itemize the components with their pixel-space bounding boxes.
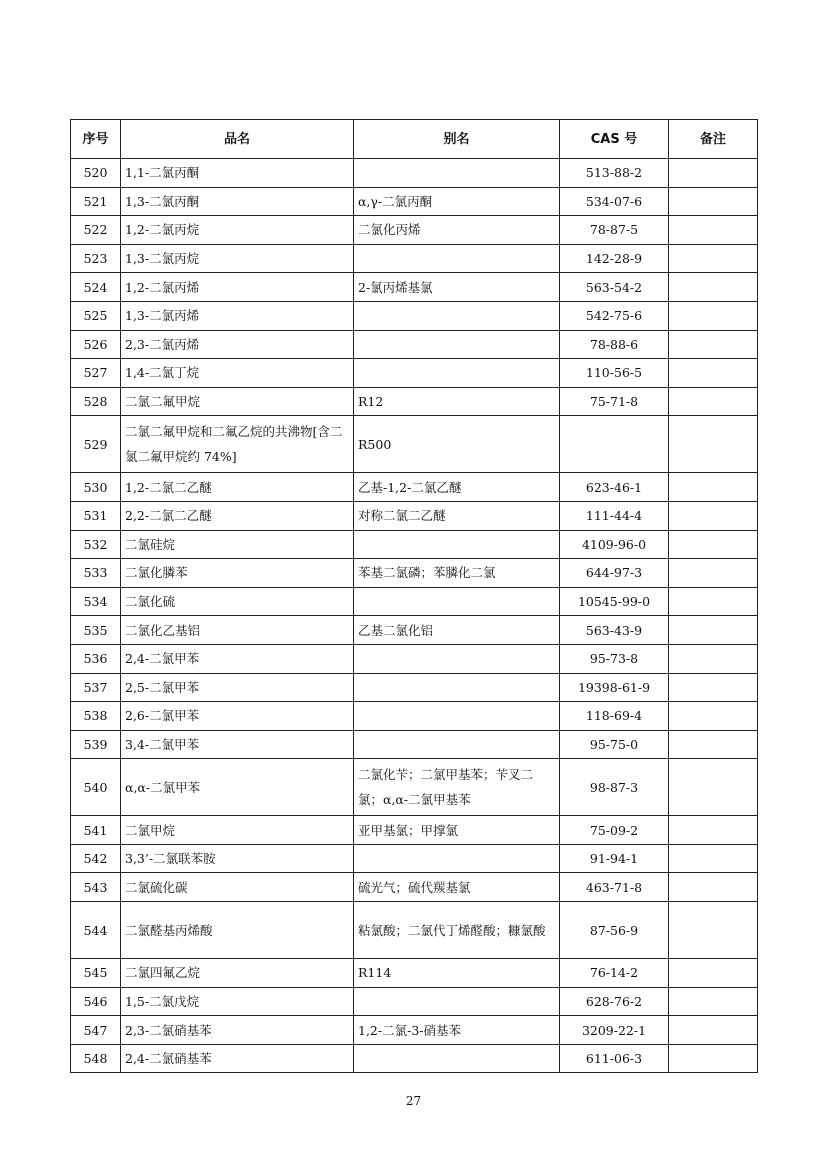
cell-seq: 521	[71, 187, 121, 216]
cell-note	[669, 702, 758, 731]
cell-alias: R114	[354, 959, 560, 988]
cell-cas: 75-71-8	[560, 387, 669, 416]
cell-cas: 19398-61-9	[560, 673, 669, 702]
cell-seq: 522	[71, 216, 121, 245]
cell-alias	[354, 587, 560, 616]
cell-note	[669, 902, 758, 959]
table-row	[71, 387, 758, 416]
cell-note	[669, 959, 758, 988]
cell-note	[669, 1044, 758, 1073]
cell-seq: 544	[71, 902, 121, 959]
cell-alias: 苯基二氯磷；苯膦化二氯	[354, 559, 560, 588]
header-note: 备注	[669, 120, 758, 159]
cell-name: 二氯硫化碳	[121, 873, 354, 902]
cell-cas: 95-73-8	[560, 644, 669, 673]
cell-note	[669, 816, 758, 845]
cell-name: 1,2-二氯丙烷	[121, 216, 354, 245]
cell-alias: 2-氯丙烯基氯	[354, 273, 560, 302]
cell-alias: 二氯化苄；二氯甲基苯；苄叉二氯；α,α-二氯甲基苯	[354, 759, 560, 816]
cell-cas: 118-69-4	[560, 702, 669, 731]
cell-alias	[354, 1044, 560, 1073]
table-row	[71, 844, 758, 873]
cell-note	[669, 559, 758, 588]
table-row	[71, 359, 758, 388]
cell-note	[669, 359, 758, 388]
table-row	[71, 644, 758, 673]
cell-note	[669, 244, 758, 273]
table-row	[71, 244, 758, 273]
cell-note	[669, 987, 758, 1016]
cell-seq: 535	[71, 616, 121, 645]
table-row	[71, 673, 758, 702]
cell-alias: R500	[354, 416, 560, 473]
cell-cas: 91-94-1	[560, 844, 669, 873]
table-row	[71, 301, 758, 330]
cell-cas: 628-76-2	[560, 987, 669, 1016]
cell-cas: 4109-96-0	[560, 530, 669, 559]
table-row	[71, 902, 758, 959]
cell-seq: 540	[71, 759, 121, 816]
cell-cas: 78-88-6	[560, 330, 669, 359]
cell-note	[669, 759, 758, 816]
cell-cas: 3209-22-1	[560, 1016, 669, 1045]
cell-cas: 534-07-6	[560, 187, 669, 216]
cell-cas: 563-54-2	[560, 273, 669, 302]
cell-name: 1,3-二氯丙烷	[121, 244, 354, 273]
cell-note	[669, 273, 758, 302]
cell-alias: 1,2-二氯-3-硝基苯	[354, 1016, 560, 1045]
cell-alias: R12	[354, 387, 560, 416]
cell-alias: 乙基二氯化铝	[354, 616, 560, 645]
cell-cas: 87-56-9	[560, 902, 669, 959]
table-row	[71, 1044, 758, 1073]
cell-cas: 513-88-2	[560, 159, 669, 188]
cell-alias	[354, 301, 560, 330]
cell-cas: 611-06-3	[560, 1044, 669, 1073]
cell-seq: 526	[71, 330, 121, 359]
cell-name: 1,3-二氯丙烯	[121, 301, 354, 330]
cell-name: 1,2-二氯丙烯	[121, 273, 354, 302]
cell-seq: 527	[71, 359, 121, 388]
table-row	[71, 987, 758, 1016]
table-row	[71, 1016, 758, 1045]
table-row	[71, 616, 758, 645]
header-alias: 别名	[354, 120, 560, 159]
cell-alias	[354, 644, 560, 673]
cell-name: 1,2-二氯二乙醚	[121, 473, 354, 502]
cell-seq: 541	[71, 816, 121, 845]
cell-name: 二氯化硫	[121, 587, 354, 616]
cell-name: 二氯醛基丙烯酸	[121, 902, 354, 959]
cell-name: 二氯硅烷	[121, 530, 354, 559]
cell-name: 3,4-二氯甲苯	[121, 730, 354, 759]
cell-note	[669, 844, 758, 873]
table-row	[71, 416, 758, 473]
table-row	[71, 501, 758, 530]
cell-seq: 537	[71, 673, 121, 702]
cell-seq: 528	[71, 387, 121, 416]
cell-name: 2,2-二氯二乙醚	[121, 501, 354, 530]
cell-alias: 乙基-1,2-二氯乙醚	[354, 473, 560, 502]
cell-cas: 563-43-9	[560, 616, 669, 645]
cell-seq: 520	[71, 159, 121, 188]
table-row	[71, 873, 758, 902]
cell-note	[669, 730, 758, 759]
cell-note	[669, 530, 758, 559]
cell-cas: 542-75-6	[560, 301, 669, 330]
cell-name: 2,3-二氯丙烯	[121, 330, 354, 359]
cell-alias: 亚甲基氯；甲撑氯	[354, 816, 560, 845]
cell-note	[669, 187, 758, 216]
cell-seq: 546	[71, 987, 121, 1016]
cell-note	[669, 159, 758, 188]
cell-note	[669, 216, 758, 245]
cell-note	[669, 673, 758, 702]
cell-alias	[354, 244, 560, 273]
cell-seq: 542	[71, 844, 121, 873]
cell-note	[669, 501, 758, 530]
cell-alias: 二氯化丙烯	[354, 216, 560, 245]
cell-alias: α,γ-二氯丙酮	[354, 187, 560, 216]
cell-name: 1,1-二氯丙酮	[121, 159, 354, 188]
table-row	[71, 273, 758, 302]
header-cas: CAS 号	[560, 120, 669, 159]
cell-alias	[354, 702, 560, 731]
cell-seq: 543	[71, 873, 121, 902]
table-row	[71, 473, 758, 502]
table-row	[71, 159, 758, 188]
cell-name: 二氯四氟乙烷	[121, 959, 354, 988]
cell-name: 2,3-二氯硝基苯	[121, 1016, 354, 1045]
cell-note	[669, 416, 758, 473]
cell-note	[669, 873, 758, 902]
cell-alias: 硫光气；硫代羰基氯	[354, 873, 560, 902]
cell-cas: 76-14-2	[560, 959, 669, 988]
cell-name: 1,4-二氯丁烷	[121, 359, 354, 388]
cell-name: 2,4-二氯硝基苯	[121, 1044, 354, 1073]
cell-note	[669, 473, 758, 502]
table-row	[71, 730, 758, 759]
cell-name: 3,3’-二氯联苯胺	[121, 844, 354, 873]
cell-alias	[354, 359, 560, 388]
cell-note	[669, 387, 758, 416]
cell-name: 1,5-二氯戊烷	[121, 987, 354, 1016]
cell-seq: 545	[71, 959, 121, 988]
cell-cas: 10545-99-0	[560, 587, 669, 616]
cell-cas	[560, 416, 669, 473]
chemicals-table	[70, 119, 758, 1073]
cell-alias	[354, 159, 560, 188]
cell-alias	[354, 730, 560, 759]
cell-note	[669, 616, 758, 645]
cell-seq: 547	[71, 1016, 121, 1045]
cell-note	[669, 301, 758, 330]
table-row	[71, 187, 758, 216]
cell-note	[669, 587, 758, 616]
cell-note	[669, 330, 758, 359]
cell-cas: 463-71-8	[560, 873, 669, 902]
table-row	[71, 816, 758, 845]
table-row	[71, 330, 758, 359]
cell-cas: 75-09-2	[560, 816, 669, 845]
table-row	[71, 759, 758, 816]
cell-name: 二氯二氟甲烷	[121, 387, 354, 416]
cell-name: 二氯化膦苯	[121, 559, 354, 588]
cell-name: 二氯甲烷	[121, 816, 354, 845]
cell-cas: 111-44-4	[560, 501, 669, 530]
cell-seq: 534	[71, 587, 121, 616]
cell-cas: 95-75-0	[560, 730, 669, 759]
cell-cas: 644-97-3	[560, 559, 669, 588]
cell-alias	[354, 330, 560, 359]
cell-seq: 524	[71, 273, 121, 302]
cell-alias	[354, 844, 560, 873]
table-row	[71, 959, 758, 988]
table-row	[71, 702, 758, 731]
cell-seq: 523	[71, 244, 121, 273]
cell-seq: 530	[71, 473, 121, 502]
cell-name: α,α-二氯甲苯	[121, 759, 354, 816]
cell-cas: 623-46-1	[560, 473, 669, 502]
table-row	[71, 559, 758, 588]
cell-seq: 529	[71, 416, 121, 473]
cell-name: 2,5-二氯甲苯	[121, 673, 354, 702]
cell-name: 2,4-二氯甲苯	[121, 644, 354, 673]
table-row	[71, 587, 758, 616]
cell-note	[669, 644, 758, 673]
table-row	[71, 530, 758, 559]
page-number: 27	[405, 1094, 422, 1108]
cell-seq: 532	[71, 530, 121, 559]
cell-cas: 110-56-5	[560, 359, 669, 388]
cell-name: 1,3-二氯丙酮	[121, 187, 354, 216]
cell-name: 二氯化乙基铝	[121, 616, 354, 645]
cell-cas: 78-87-5	[560, 216, 669, 245]
cell-alias: 粘氯酸；二氯代丁烯醛酸；糠氯酸	[354, 902, 560, 959]
cell-alias	[354, 530, 560, 559]
cell-seq: 548	[71, 1044, 121, 1073]
cell-note	[669, 1016, 758, 1045]
table-body	[71, 159, 758, 1073]
cell-alias	[354, 673, 560, 702]
cell-alias: 对称二氯二乙醚	[354, 501, 560, 530]
header-seq: 序号	[71, 120, 121, 159]
header-name: 品名	[121, 120, 354, 159]
cell-seq: 533	[71, 559, 121, 588]
cell-name: 二氯二氟甲烷和二氟乙烷的共沸物[含二氯二氟甲烷约 74%]	[121, 416, 354, 473]
header-row	[71, 120, 758, 159]
cell-seq: 536	[71, 644, 121, 673]
cell-alias	[354, 987, 560, 1016]
cell-cas: 98-87-3	[560, 759, 669, 816]
cell-seq: 538	[71, 702, 121, 731]
table-row	[71, 216, 758, 245]
cell-name: 2,6-二氯甲苯	[121, 702, 354, 731]
cell-cas: 142-28-9	[560, 244, 669, 273]
cell-seq: 531	[71, 501, 121, 530]
cell-seq: 539	[71, 730, 121, 759]
cell-seq: 525	[71, 301, 121, 330]
